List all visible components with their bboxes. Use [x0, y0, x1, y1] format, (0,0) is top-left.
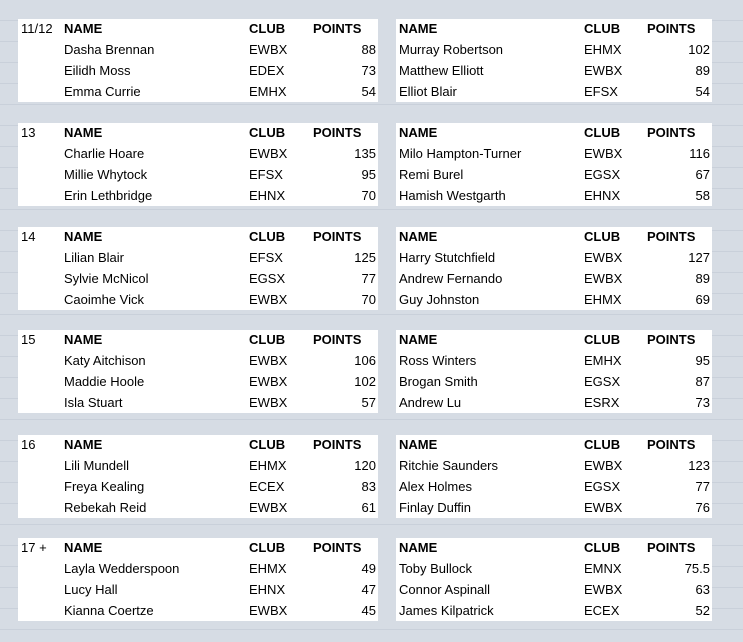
table-row	[18, 351, 378, 371]
club-header: CLUB	[249, 21, 286, 36]
points-value: 77	[361, 271, 376, 286]
club-code: EHMX	[584, 42, 622, 57]
club-code: EMHX	[249, 84, 287, 99]
points-header: POINTS	[313, 437, 362, 452]
club-code: EGSX	[584, 479, 621, 494]
athlete-name: Isla Stuart	[64, 395, 123, 410]
table-row	[396, 372, 712, 392]
club-code: EHMX	[249, 561, 287, 576]
header-row	[396, 123, 712, 143]
name-header: NAME	[64, 540, 103, 555]
table-row	[18, 40, 378, 60]
table-row	[18, 186, 378, 206]
athlete-name: Andrew Fernando	[399, 271, 503, 286]
column-divider	[378, 227, 396, 310]
club-code: EWBX	[249, 42, 288, 57]
points-value: 58	[695, 188, 710, 203]
points-value: 61	[361, 500, 376, 515]
club-code: EFSX	[249, 167, 283, 182]
club-code: ESRX	[584, 395, 620, 410]
points-value: 102	[688, 42, 710, 57]
right-gender-table	[396, 538, 712, 621]
name-header: NAME	[64, 229, 103, 244]
column-divider	[378, 435, 396, 518]
age-group-block	[18, 330, 712, 413]
header-row	[396, 19, 712, 39]
column-divider	[378, 123, 396, 206]
athlete-name: Millie Whytock	[64, 167, 148, 182]
table-row	[18, 393, 378, 413]
age-group-label: 15	[21, 332, 36, 347]
table-row	[18, 61, 378, 81]
points-value: 67	[695, 167, 710, 182]
points-value: 83	[361, 479, 376, 494]
club-code: EDEX	[249, 63, 285, 78]
club-header: CLUB	[584, 332, 621, 347]
table-row	[18, 559, 378, 579]
name-header: NAME	[64, 21, 103, 36]
club-code: EWBX	[584, 271, 623, 286]
athlete-name: Charlie Hoare	[64, 146, 145, 161]
athlete-name: Remi Burel	[399, 167, 464, 182]
athlete-name: Lili Mundell	[64, 458, 130, 473]
athlete-name: Emma Currie	[64, 84, 141, 99]
points-header: POINTS	[313, 125, 362, 140]
club-code: EGSX	[584, 374, 621, 389]
athlete-name: Freya Kealing	[64, 479, 145, 494]
header-row	[18, 227, 378, 247]
points-header: POINTS	[313, 332, 362, 347]
club-code: EMHX	[584, 353, 622, 368]
points-value: 77	[695, 479, 710, 494]
points-value: 87	[695, 374, 710, 389]
age-group-label: 17 +	[21, 540, 47, 555]
age-group-block	[18, 19, 712, 102]
points-value: 127	[688, 250, 710, 265]
athlete-name: Murray Robertson	[399, 42, 504, 57]
athlete-name: Brogan Smith	[399, 374, 478, 389]
table-row	[396, 351, 712, 371]
age-group-label: 13	[21, 125, 36, 140]
points-header: POINTS	[647, 229, 696, 244]
athlete-name: Andrew Lu	[399, 395, 462, 410]
table-row	[18, 248, 378, 268]
points-header: POINTS	[313, 540, 362, 555]
club-code: EWBX	[249, 292, 288, 307]
left-gender-table	[18, 435, 378, 518]
table-row	[18, 456, 378, 476]
left-gender-table	[18, 123, 378, 206]
table-row	[396, 559, 712, 579]
points-value: 89	[695, 271, 710, 286]
athlete-name: Ross Winters	[399, 353, 477, 368]
table-row	[396, 477, 712, 497]
athlete-name: Layla Wedderspoon	[64, 561, 180, 576]
club-header: CLUB	[584, 125, 621, 140]
points-value: 88	[361, 42, 376, 57]
table-row	[18, 498, 378, 518]
points-header: POINTS	[313, 21, 362, 36]
club-code: ECEX	[584, 603, 620, 618]
club-code: EFSX	[584, 84, 618, 99]
club-code: EWBX	[584, 458, 623, 473]
right-gender-table	[396, 227, 712, 310]
club-code: EWBX	[249, 353, 288, 368]
club-header: CLUB	[584, 21, 621, 36]
club-code: EWBX	[249, 500, 288, 515]
athlete-name: Milo Hampton-Turner	[399, 146, 522, 161]
athlete-name: Hamish Westgarth	[399, 188, 506, 203]
club-header: CLUB	[249, 229, 286, 244]
points-value: 89	[695, 63, 710, 78]
points-value: 123	[688, 458, 710, 473]
points-value: 106	[354, 353, 376, 368]
left-gender-table	[18, 19, 378, 102]
club-code: EWBX	[584, 250, 623, 265]
club-code: EWBX	[249, 603, 288, 618]
table-row	[396, 144, 712, 164]
points-value: 69	[695, 292, 710, 307]
table-row	[396, 269, 712, 289]
age-group-block	[18, 123, 712, 206]
points-value: 102	[354, 374, 376, 389]
name-header: NAME	[64, 125, 103, 140]
header-row	[18, 330, 378, 350]
age-group-label: 14	[21, 229, 36, 244]
athlete-name: Ritchie Saunders	[399, 458, 498, 473]
points-value: 49	[361, 561, 376, 576]
athlete-name: Lucy Hall	[64, 582, 118, 597]
athlete-name: Katy Aitchison	[64, 353, 146, 368]
header-row	[396, 435, 712, 455]
athlete-name: Caoimhe Vick	[64, 292, 144, 307]
age-group-block	[18, 538, 712, 621]
table-row	[396, 393, 712, 413]
athlete-name: Erin Lethbridge	[64, 188, 153, 203]
club-code: EWBX	[249, 146, 288, 161]
table-row	[18, 82, 378, 102]
points-header: POINTS	[647, 437, 696, 452]
name-header: NAME	[399, 125, 438, 140]
points-value: 73	[361, 63, 376, 78]
club-header: CLUB	[249, 125, 286, 140]
header-row	[18, 123, 378, 143]
table-row	[396, 40, 712, 60]
club-code: EHNX	[249, 582, 286, 597]
table-row	[396, 580, 712, 600]
athlete-name: Lilian Blair	[64, 250, 124, 265]
club-code: EHMX	[584, 292, 622, 307]
athlete-name: Alex Holmes	[399, 479, 472, 494]
age-group-label: 16	[21, 437, 36, 452]
points-header: POINTS	[647, 332, 696, 347]
table-row	[396, 165, 712, 185]
athlete-name: Kianna Coertze	[64, 603, 154, 618]
club-code: EWBX	[584, 63, 623, 78]
athlete-name: Matthew Elliott	[399, 63, 484, 78]
header-row	[18, 19, 378, 39]
points-value: 120	[354, 458, 376, 473]
table-row	[396, 601, 712, 621]
header-row	[396, 538, 712, 558]
athlete-name: Toby Bullock	[399, 561, 472, 576]
points-header: POINTS	[647, 540, 696, 555]
header-row	[396, 330, 712, 350]
points-header: POINTS	[647, 125, 696, 140]
name-header: NAME	[399, 229, 438, 244]
table-row	[396, 290, 712, 310]
points-value: 47	[361, 582, 376, 597]
points-value: 70	[361, 188, 376, 203]
table-row	[18, 144, 378, 164]
athlete-name: Maddie Hoole	[64, 374, 145, 389]
club-header: CLUB	[584, 229, 621, 244]
athlete-name: Harry Stutchfield	[399, 250, 496, 265]
points-value: 76	[695, 500, 710, 515]
name-header: NAME	[399, 540, 438, 555]
points-value: 73	[695, 395, 710, 410]
right-gender-table	[396, 435, 712, 518]
right-gender-table	[396, 19, 712, 102]
club-code: EGSX	[584, 167, 621, 182]
club-code: EWBX	[249, 374, 288, 389]
points-value: 45	[361, 603, 376, 618]
club-code: ECEX	[249, 479, 285, 494]
athlete-name: Finlay Duffin	[399, 500, 472, 515]
points-header: POINTS	[647, 21, 696, 36]
name-header: NAME	[64, 332, 103, 347]
club-code: EWBX	[584, 500, 623, 515]
points-value: 54	[695, 84, 710, 99]
club-header: CLUB	[584, 437, 621, 452]
points-value: 95	[695, 353, 710, 368]
athlete-name: Sylvie McNicol	[64, 271, 149, 286]
table-row	[18, 269, 378, 289]
left-gender-table	[18, 227, 378, 310]
points-value: 135	[354, 146, 376, 161]
club-code: EWBX	[584, 146, 623, 161]
right-gender-table	[396, 330, 712, 413]
club-code: EHNX	[584, 188, 621, 203]
table-row	[396, 186, 712, 206]
table-row	[18, 290, 378, 310]
points-value: 75.5	[684, 561, 710, 576]
table-row	[18, 601, 378, 621]
club-header: CLUB	[249, 332, 286, 347]
column-divider	[378, 538, 396, 621]
table-row	[396, 61, 712, 81]
column-divider	[378, 19, 396, 102]
table-row	[396, 82, 712, 102]
header-row	[18, 538, 378, 558]
club-header: CLUB	[584, 540, 621, 555]
table-row	[396, 248, 712, 268]
club-code: EGSX	[249, 271, 286, 286]
age-group-block	[18, 435, 712, 518]
left-gender-table	[18, 330, 378, 413]
points-value: 52	[695, 603, 710, 618]
points-value: 125	[354, 250, 376, 265]
club-code: EHMX	[249, 458, 287, 473]
age-group-block	[18, 227, 712, 310]
table-row	[18, 477, 378, 497]
club-header: CLUB	[249, 540, 286, 555]
name-header: NAME	[399, 437, 438, 452]
athlete-name: James Kilpatrick	[399, 603, 494, 618]
points-header: POINTS	[313, 229, 362, 244]
athlete-name: Guy Johnston	[399, 292, 480, 307]
table-row	[18, 580, 378, 600]
column-divider	[378, 330, 396, 413]
club-code: EWBX	[249, 395, 288, 410]
right-gender-table	[396, 123, 712, 206]
table-row	[18, 165, 378, 185]
club-code: EWBX	[584, 582, 623, 597]
club-code: EFSX	[249, 250, 283, 265]
name-header: NAME	[64, 437, 103, 452]
header-row	[396, 227, 712, 247]
athlete-name: Connor Aspinall	[399, 582, 491, 597]
club-code: EMNX	[584, 561, 622, 576]
name-header: NAME	[399, 21, 438, 36]
points-value: 116	[689, 146, 710, 161]
points-value: 57	[361, 395, 376, 410]
athlete-name: Eilidh Moss	[64, 63, 131, 78]
table-row	[396, 498, 712, 518]
age-group-label: 11/12	[21, 21, 53, 36]
athlete-name: Rebekah Reid	[64, 500, 147, 515]
header-row	[18, 435, 378, 455]
points-value: 54	[361, 84, 376, 99]
athlete-name: Dasha Brennan	[64, 42, 155, 57]
points-value: 63	[695, 582, 710, 597]
name-header: NAME	[399, 332, 438, 347]
points-value: 70	[361, 292, 376, 307]
athlete-name: Elliot Blair	[399, 84, 457, 99]
table-row	[396, 456, 712, 476]
table-row	[18, 372, 378, 392]
club-header: CLUB	[249, 437, 286, 452]
left-gender-table	[18, 538, 378, 621]
club-code: EHNX	[249, 188, 286, 203]
points-value: 95	[361, 167, 376, 182]
